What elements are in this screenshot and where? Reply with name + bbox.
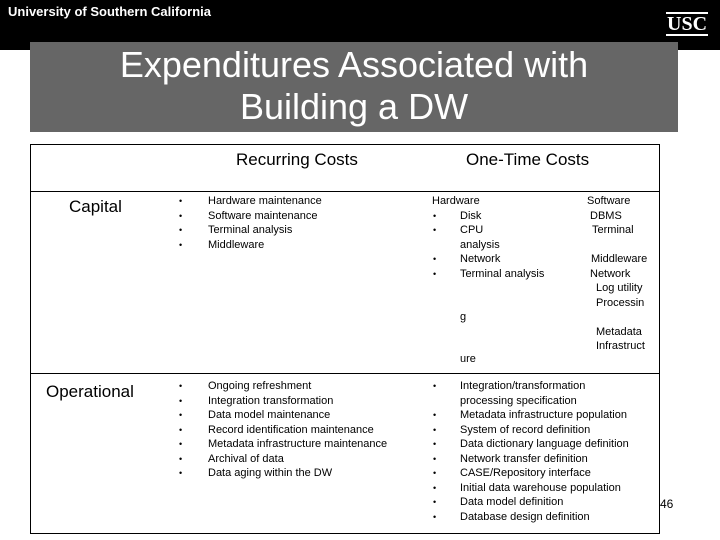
bullet: • (179, 225, 183, 235)
list-item: Data dictionary language definition (460, 438, 629, 450)
list-item: Disk (460, 209, 482, 222)
bullet: • (433, 439, 437, 449)
bullet: • (433, 468, 437, 478)
bullet: • (179, 395, 183, 406)
list-item: g (460, 311, 467, 323)
bullet: • (179, 196, 183, 206)
list-item: Metadata infrastructure maintenance (208, 438, 388, 450)
bullet: • (179, 239, 183, 250)
list-item: Terminal (592, 224, 634, 236)
list-item: Data model definition (460, 496, 564, 508)
bullet: • (433, 210, 437, 221)
list-item: Integration/transformation (460, 380, 586, 392)
table-row-divider (30, 373, 660, 374)
list-item: processing specification (460, 394, 577, 407)
list-item: Data aging within the DW (208, 467, 333, 479)
list-item: Network (590, 267, 631, 280)
bullet: • (433, 254, 437, 264)
software-heading: Software (587, 195, 631, 207)
list-item: CASE/Repository interface (460, 467, 591, 479)
list-item: DBMS (590, 209, 622, 222)
row-label-capital: Capital (69, 197, 122, 216)
list-item: Ongoing refreshment (208, 380, 312, 392)
page-number: 46 (660, 497, 674, 511)
list-item: Terminal analysis (208, 224, 293, 236)
table-border-left (30, 144, 31, 534)
bullet: • (179, 439, 183, 449)
list-item: Log utility (596, 282, 643, 294)
bullet: • (179, 210, 183, 221)
header-one-time-costs: One-Time Costs (466, 150, 590, 169)
list-item: Database design definition (460, 510, 590, 523)
bullet: • (179, 410, 183, 420)
bullet: • (433, 453, 437, 464)
bullet: • (433, 268, 437, 279)
bullet: • (433, 497, 437, 507)
bullet: • (179, 453, 183, 464)
list-item: Software maintenance (208, 209, 318, 222)
list-item: Terminal analysis (460, 267, 545, 280)
list-item: Archival of data (208, 452, 284, 465)
list-item: Integration transformation (208, 394, 334, 407)
list-item: Network transfer definition (460, 452, 588, 465)
bullet: • (433, 424, 437, 435)
list-item: ure (460, 353, 476, 365)
list-item: System of record definition (460, 423, 591, 436)
list-item: CPU (460, 224, 484, 236)
table-border-bottom (30, 533, 660, 534)
slide-title-line-1: Expenditures Associated with (119, 44, 589, 85)
list-item: Network (460, 253, 501, 265)
title-box (30, 42, 678, 132)
list-item: Infrastruct (596, 340, 645, 352)
list-item: Processin (596, 296, 645, 309)
row-label-operational: Operational (46, 382, 134, 401)
list-item: Metadata infrastructure population (460, 409, 627, 421)
bullet: • (433, 381, 437, 391)
table-border-top (30, 144, 660, 145)
header-recurring-costs: Recurring Costs (236, 150, 358, 169)
usc-logo: USC (667, 13, 708, 35)
bullet: • (433, 511, 437, 522)
list-item: Hardware maintenance (208, 195, 322, 207)
bullet: • (179, 424, 183, 435)
list-item: analysis (460, 238, 500, 251)
list-item: Middleware (591, 253, 648, 265)
university-name: University of Southern California (8, 4, 211, 19)
hardware-heading: Hardware (432, 195, 480, 207)
list-item: Data model maintenance (208, 409, 331, 421)
bullet: • (433, 410, 437, 420)
table-border-right (659, 144, 660, 534)
bullet: • (179, 468, 183, 478)
bullet: • (179, 381, 183, 391)
list-item: Middleware (208, 238, 265, 251)
list-item: Record identification maintenance (208, 423, 374, 436)
slide-title (30, 44, 678, 128)
table-header-divider (30, 191, 660, 192)
bullet: • (433, 225, 437, 235)
list-item: Metadata (596, 325, 642, 338)
slide-title-line-2: Building a DW (239, 86, 469, 127)
bullet: • (433, 482, 437, 493)
list-item: Initial data warehouse population (460, 481, 621, 494)
